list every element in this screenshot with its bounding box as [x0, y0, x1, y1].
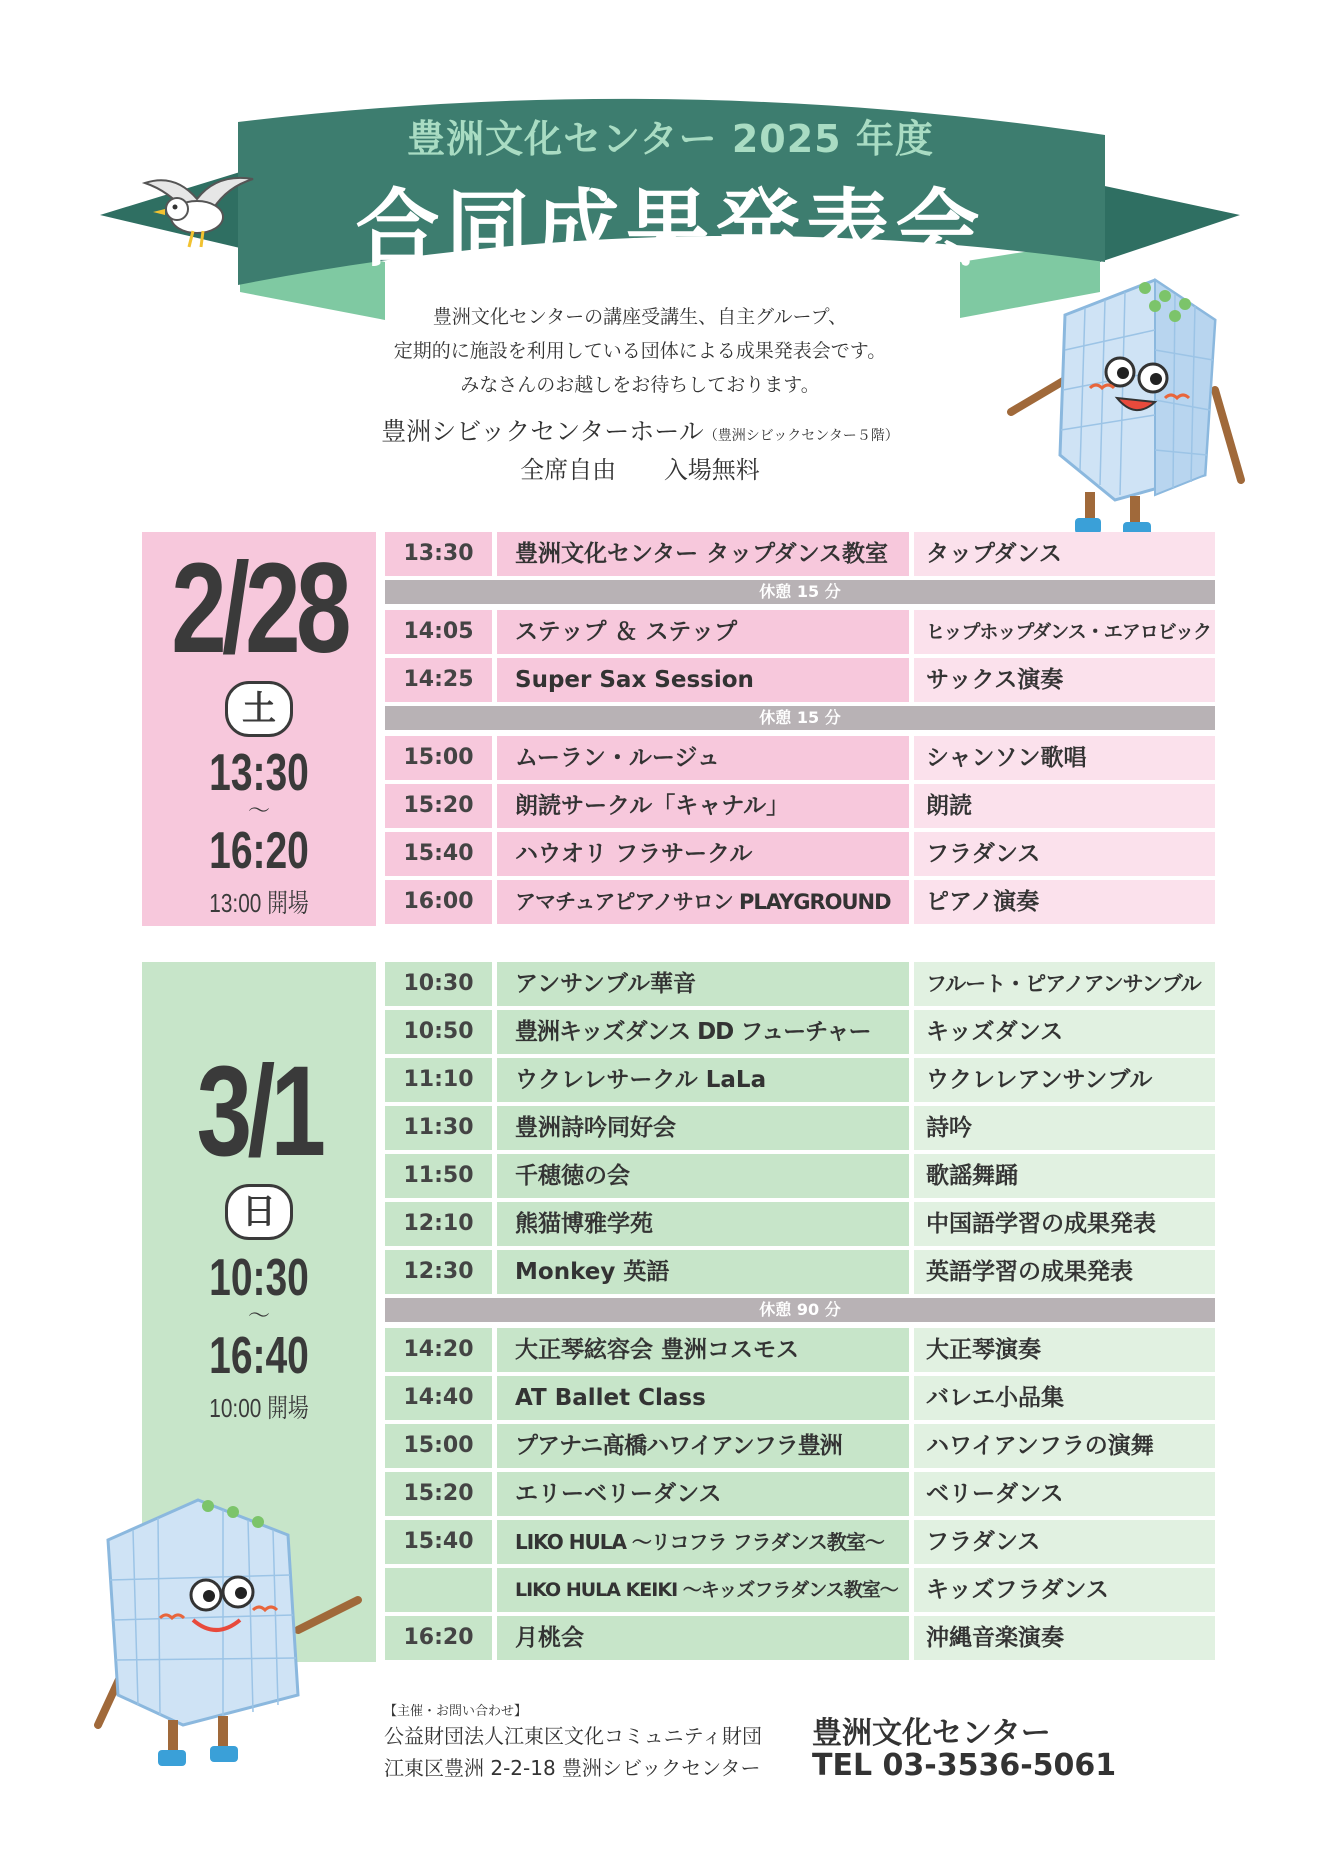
- day1-date: 2/28: [171, 537, 347, 680]
- row-group: 豊洲キッズダンス DD フューチャー: [497, 1010, 909, 1054]
- row-time: 16:00: [385, 880, 492, 924]
- row-time: 14:25: [385, 658, 492, 702]
- row-time: 15:20: [385, 784, 492, 828]
- intro-line: 定期的に施設を利用している団体による成果発表会です。: [393, 340, 887, 362]
- row-time: 11:10: [385, 1058, 492, 1102]
- row-group: アマチュアピアノサロン PLAYGROUND: [497, 880, 909, 924]
- row-time: 15:40: [385, 832, 492, 876]
- row-genre: 沖縄音楽演奏: [914, 1616, 1215, 1660]
- row-group: Super Sax Session: [497, 658, 909, 702]
- row-time: 15:40: [385, 1520, 492, 1564]
- seagull-icon: [135, 165, 260, 250]
- venue: [330, 412, 950, 448]
- schedule-row: [385, 610, 1215, 654]
- row-genre: 大正琴演奏: [914, 1328, 1215, 1372]
- row-time: 10:50: [385, 1010, 492, 1054]
- row-time: [385, 1568, 492, 1612]
- row-genre: フラダンス: [914, 832, 1215, 876]
- break-bar: 休憩 15 分: [385, 706, 1215, 730]
- row-genre: キッズフラダンス: [914, 1568, 1215, 1612]
- day2-doors: 10:00 開場: [209, 1393, 309, 1423]
- row-time: 11:50: [385, 1154, 492, 1198]
- schedule-row: [385, 1376, 1215, 1420]
- row-group: LIKO HULA ～リコフラ フラダンス教室～: [497, 1520, 909, 1564]
- break-bar: 休憩 15 分: [385, 580, 1215, 604]
- schedule-row: [385, 1154, 1215, 1198]
- row-group: 豊洲詩吟同好会: [497, 1106, 909, 1150]
- intro-text: [330, 300, 950, 402]
- row-genre: ウクレレアンサンブル: [914, 1058, 1215, 1102]
- row-genre: サックス演奏: [914, 658, 1215, 702]
- row-time: 13:30: [385, 532, 492, 576]
- day1-tilde: ～: [247, 799, 270, 824]
- schedule-row: [385, 832, 1215, 876]
- schedule-row: [385, 1472, 1215, 1516]
- day1-start: 13:30: [209, 744, 309, 802]
- row-time: 15:00: [385, 736, 492, 780]
- day2-start: 10:30: [209, 1249, 309, 1307]
- row-genre: ベリーダンス: [914, 1472, 1215, 1516]
- row-group: 千穂徳の会: [497, 1154, 909, 1198]
- row-genre: キッズダンス: [914, 1010, 1215, 1054]
- footer-org: 公益財団法人江東区文化コミュニティ財団: [384, 1724, 762, 1748]
- schedule-row: [385, 532, 1215, 576]
- intro-line: 豊洲文化センターの講座受講生、自主グループ、: [432, 306, 848, 328]
- schedule-row: [385, 736, 1215, 780]
- break-bar: 休憩 90 分: [385, 1298, 1215, 1322]
- row-group: LIKO HULA KEIKI ～キッズフラダンス教室～: [497, 1568, 909, 1612]
- row-group: ムーラン・ルージュ: [497, 736, 909, 780]
- row-group: 月桃会: [497, 1616, 909, 1660]
- row-time: 14:20: [385, 1328, 492, 1372]
- day2-info: [142, 1040, 376, 1425]
- row-group: ステップ ＆ ステップ: [497, 610, 909, 654]
- row-group: 朗読サークル「キャナル」: [497, 784, 909, 828]
- venue-floor: （豊洲シビックセンター５階）: [703, 428, 899, 444]
- building-mascot-icon: [88, 1480, 378, 1780]
- day2-date: 3/1: [196, 1040, 322, 1183]
- row-group: AT Ballet Class: [497, 1376, 909, 1420]
- row-genre: 歌謡舞踊: [914, 1154, 1215, 1198]
- row-genre: ハワイアンフラの演舞: [914, 1424, 1215, 1468]
- row-time: 11:30: [385, 1106, 492, 1150]
- row-time: 12:10: [385, 1202, 492, 1246]
- schedule-row: [385, 1106, 1215, 1150]
- entry-info: [330, 450, 950, 485]
- row-time: 15:20: [385, 1472, 492, 1516]
- schedule-row: [385, 1616, 1215, 1660]
- day1-end: 16:20: [209, 822, 309, 880]
- row-time: 12:30: [385, 1250, 492, 1294]
- schedule-row: [385, 1010, 1215, 1054]
- row-genre: フラダンス: [914, 1520, 1215, 1564]
- schedule-row: [385, 784, 1215, 828]
- building-mascot-icon: [1005, 260, 1265, 545]
- day1-weekday: 土: [225, 681, 293, 737]
- schedule-row: [385, 1424, 1215, 1468]
- row-time: 15:00: [385, 1424, 492, 1468]
- row-genre: タップダンス: [914, 532, 1215, 576]
- schedule-row: [385, 658, 1215, 702]
- row-group: Monkey 英語: [497, 1250, 909, 1294]
- event-title: 合同成果発表会: [355, 180, 986, 278]
- footer-org-block: [384, 1720, 762, 1784]
- row-genre: 英語学習の成果発表: [914, 1250, 1215, 1294]
- row-genre: バレエ小品集: [914, 1376, 1215, 1420]
- row-time: 10:30: [385, 962, 492, 1006]
- admission-info: 入場無料: [663, 456, 760, 484]
- row-genre: 詩吟: [914, 1106, 1215, 1150]
- footer-center-name: 豊洲文化センター: [812, 1716, 1051, 1751]
- row-time: 16:20: [385, 1616, 492, 1660]
- footer-label: 【主催・お問い合わせ】: [384, 1704, 528, 1719]
- day1-doors: 13:00 開場: [209, 888, 309, 918]
- row-group: エリーベリーダンス: [497, 1472, 909, 1516]
- schedule-row: [385, 880, 1215, 924]
- row-group: プアナニ髙橋ハワイアンフラ豊洲: [497, 1424, 909, 1468]
- schedule-row: [385, 1202, 1215, 1246]
- row-group: アンサンブル華音: [497, 962, 909, 1006]
- day1-info: [142, 537, 376, 920]
- row-genre: ピアノ演奏: [914, 880, 1215, 924]
- schedule-row: [385, 1520, 1215, 1564]
- schedule-row: [385, 1058, 1215, 1102]
- row-genre: フルート・ピアノアンサンブル: [914, 962, 1215, 1006]
- schedule-row: [385, 1328, 1215, 1372]
- row-time: 14:05: [385, 610, 492, 654]
- row-group: ハウオリ フラサークル: [497, 832, 909, 876]
- day2-end: 16:40: [209, 1327, 309, 1385]
- day2-weekday: 日: [225, 1184, 293, 1240]
- intro-line: みなさんのお越しをお待ちしております。: [460, 374, 820, 396]
- row-genre: ヒップホップダンス・エアロビック: [914, 610, 1215, 654]
- footer-tel: TEL 03-3536-5061: [812, 1748, 1117, 1783]
- seating-info: 全席自由: [520, 456, 617, 484]
- row-group: 豊洲文化センター タップダンス教室: [497, 532, 909, 576]
- row-genre: 朗読: [914, 784, 1215, 828]
- venue-name: 豊洲シビックセンターホール: [381, 417, 704, 446]
- schedule-row: [385, 1568, 1215, 1612]
- row-time: 14:40: [385, 1376, 492, 1420]
- footer-address: 江東区豊洲 2-2-18 豊洲シビックセンター: [384, 1756, 761, 1780]
- schedule-row: [385, 1250, 1215, 1294]
- row-group: 熊猫博雅学苑: [497, 1202, 909, 1246]
- row-genre: シャンソン歌唱: [914, 736, 1215, 780]
- event-subtitle: 豊洲文化センター 2025 年度: [407, 117, 934, 161]
- row-genre: 中国語学習の成果発表: [914, 1202, 1215, 1246]
- schedule-row: [385, 962, 1215, 1006]
- day2-tilde: ～: [247, 1304, 270, 1329]
- row-group: 大正琴絃容会 豊洲コスモス: [497, 1328, 909, 1372]
- row-group: ウクレレサークル LaLa: [497, 1058, 909, 1102]
